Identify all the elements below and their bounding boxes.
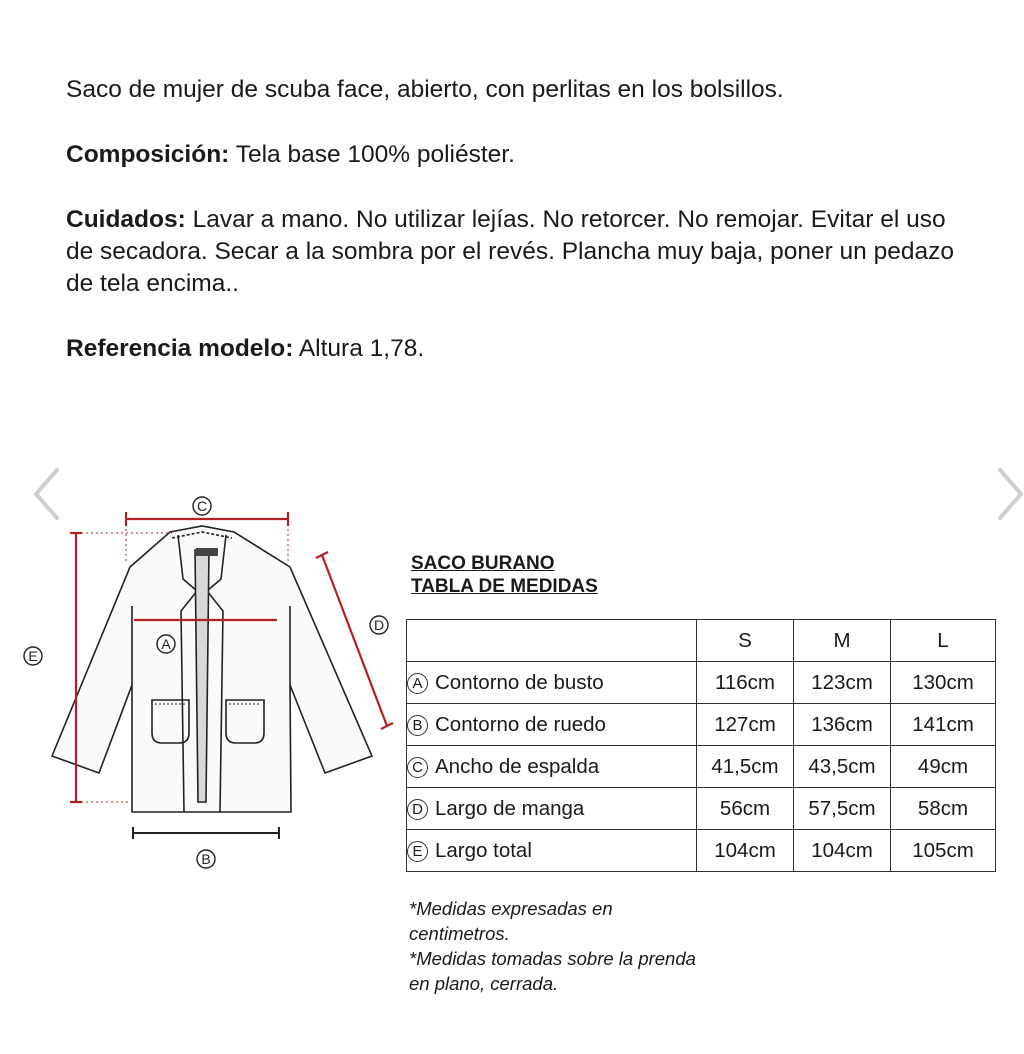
measure-name: Ancho de espalda [435,754,600,778]
jacket-illustration [52,526,372,812]
model-reference-text: Altura 1,78. [293,335,425,362]
care-text: Lavar a mano. No utilizar lejías. No retorcer. No remojar. Evitar el uso de secadora. Secar a la sombra por el revés. Plancha muy baja, poner un pedazo de tela encima.. [66,206,954,297]
table-row [407,830,996,872]
table-row [407,788,996,830]
measure-value-l: 58cm [891,788,996,830]
size-table [406,619,996,872]
measurement-notes [409,896,709,996]
size-table-corner-cell [407,620,697,662]
model-reference-paragraph [66,333,966,365]
measure-value-s: 116cm [697,662,794,704]
composition-label: Composición: [66,141,230,168]
measure-value-s: 127cm [697,704,794,746]
measure-name: Largo de manga [435,796,585,820]
hem-measure-line [133,827,279,839]
measure-name-cell [407,662,697,704]
size-table-title [411,552,598,598]
measure-value-m: 57,5cm [794,788,891,830]
measure-value-l: 141cm [891,704,996,746]
size-table-title-line2: TABLA DE MEDIDAS [411,576,598,597]
measure-value-l: 130cm [891,662,996,704]
care-label: Cuidados: [66,206,186,233]
table-row [407,704,996,746]
measure-value-m: 136cm [794,704,891,746]
marker-b-label: B [201,851,211,867]
product-description [66,74,966,398]
chevron-right-icon [996,466,1024,530]
composition-paragraph [66,139,966,171]
measure-name-cell [407,746,697,788]
note-method: *Medidas tomadas sobre la prenda en plano, cerrada. [409,948,696,994]
measure-letter-badge: E [407,841,428,862]
measure-name: Contorno de busto [435,670,604,694]
note-units: *Medidas expresadas en centimetros. [409,898,613,944]
table-row [407,746,996,788]
model-reference-label: Referencia modelo: [66,335,294,362]
marker-a-label: A [161,636,171,652]
measure-letter-badge: A [407,673,428,694]
size-table-header-row [407,620,996,662]
table-row [407,662,996,704]
measure-name-cell [407,830,697,872]
size-header-m: M [794,620,891,662]
measure-letter-badge: B [407,715,428,736]
measure-value-l: 105cm [891,830,996,872]
measure-letter-badge: C [407,757,428,778]
size-header-l: L [891,620,996,662]
measure-name: Largo total [435,838,532,862]
measure-value-s: 56cm [697,788,794,830]
next-image-button[interactable] [996,466,1024,530]
composition-text: Tela base 100% poliéster. [229,141,515,168]
care-paragraph [66,204,966,300]
description-intro: Saco de mujer de scuba face, abierto, con perlitas en los bolsillos. [66,76,784,103]
size-table-title-line1: SACO BURANO [411,553,555,574]
measure-name-cell [407,788,697,830]
measure-value-m: 123cm [794,662,891,704]
marker-e-label: E [28,648,38,664]
measure-name: Contorno de ruedo [435,712,606,736]
measure-letter-badge: D [407,799,428,820]
measure-value-m: 104cm [794,830,891,872]
size-header-s: S [697,620,794,662]
measure-value-l: 49cm [891,746,996,788]
marker-d-label: D [373,617,385,633]
measure-value-s: 104cm [697,830,794,872]
jacket-measurement-diagram [0,490,400,880]
measure-value-m: 43,5cm [794,746,891,788]
measure-value-s: 41,5cm [697,746,794,788]
measure-name-cell [407,704,697,746]
marker-c-label: C [196,498,208,514]
